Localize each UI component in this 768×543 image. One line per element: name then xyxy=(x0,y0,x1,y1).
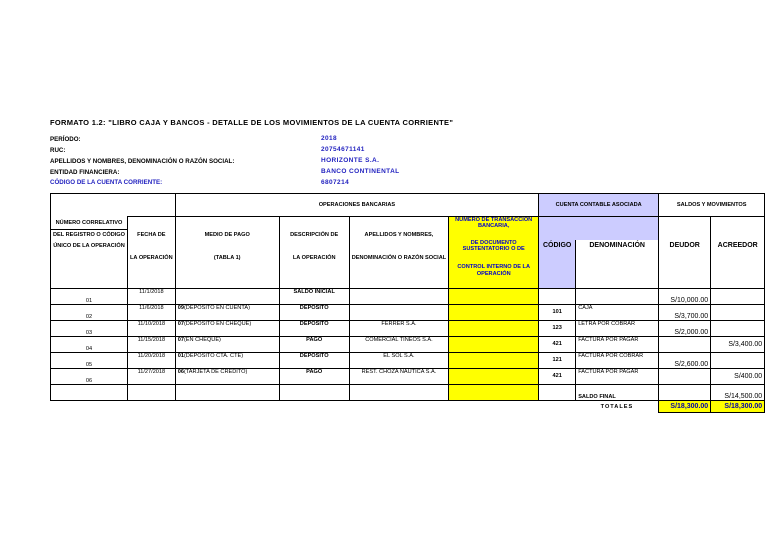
row-deudor: S/2,600.00 xyxy=(659,352,711,368)
num-transaccion-header-1: NÚMERO DE TRANSACCIÓN BANCARIA, xyxy=(449,217,539,240)
totales-acreedor: S/18,300.00 xyxy=(711,400,765,412)
row-denominacion xyxy=(576,288,659,304)
razon-social-value: HORIZONTE S.A. xyxy=(321,157,380,164)
row-fecha: 11/15/2018 xyxy=(128,336,176,352)
row-razon xyxy=(349,288,448,304)
row-denominacion: LETRA POR COBRAR xyxy=(576,320,659,336)
deudor-header: DEUDOR xyxy=(659,240,711,253)
row-acreedor xyxy=(711,288,765,304)
cuenta-corriente-value: 6807214 xyxy=(321,179,350,186)
header-row-6 xyxy=(51,264,765,288)
row-denominacion: FACTURA POR PAGAR xyxy=(576,368,659,384)
row-num: 02 xyxy=(51,304,128,320)
row-fecha: 11/27/2018 xyxy=(128,368,176,384)
row-denominacion: FACTURA POR COBRAR xyxy=(576,352,659,368)
saldo-final-row xyxy=(51,384,765,400)
fecha-header-1: FECHA DE xyxy=(128,230,176,240)
row-acreedor: S/3,400.00 xyxy=(711,336,765,352)
saldo-final-label: SALDO FINAL xyxy=(576,384,659,400)
row-codigo xyxy=(539,288,576,304)
codigo-header: CÓDIGO xyxy=(539,240,576,253)
table-row xyxy=(51,336,765,352)
table-row xyxy=(51,288,765,304)
row-codigo: 421 xyxy=(539,368,576,384)
row-razon: FERRER S.A. xyxy=(349,320,448,336)
header-row-2 xyxy=(51,217,765,230)
del-registro-header: DEL REGISTRO O CÓDIGO xyxy=(51,230,128,240)
row-medio-code: 06 xyxy=(177,368,184,375)
header-row-5 xyxy=(51,252,765,264)
row-descripcion: DEPOSITO xyxy=(279,304,349,320)
row-fecha: 11/20/2018 xyxy=(128,352,176,368)
row-acreedor xyxy=(711,320,765,336)
fecha-header-2: LA OPERACIÓN xyxy=(128,252,176,264)
row-fecha: 11/1/2018 xyxy=(128,288,176,304)
periodo-value: 2018 xyxy=(321,135,338,142)
row-denominacion: CAJA xyxy=(576,304,659,320)
periodo-label: PERÍODO: xyxy=(50,136,81,143)
row-descripcion: DEPOSITO xyxy=(279,320,349,336)
num-transaccion-header-2: DE DOCUMENTO SUSTENTATORIO O DE xyxy=(449,240,539,253)
row-deudor: S/3,700.00 xyxy=(659,304,711,320)
operaciones-header: OPERACIONES BANCARIAS xyxy=(175,194,538,217)
razon-social-label: APELLIDOS Y NOMBRES, DENOMINACIÓN O RAZÓN SOCIAL: xyxy=(50,158,235,165)
row-razon: COMERCIAL TINEOS S.A. xyxy=(349,336,448,352)
row-medio-code: 07 xyxy=(177,320,184,327)
header-row-3 xyxy=(51,230,765,240)
row-descripcion: PAGO xyxy=(279,368,349,384)
row-codigo: 123 xyxy=(539,320,576,336)
row-fecha: 11/6/2018 xyxy=(128,304,176,320)
unico-header: ÚNICO DE LA OPERACIÓN xyxy=(51,240,128,253)
row-deudor: S/2,000.00 xyxy=(659,320,711,336)
medio-pago-header-2: (TABLA 1) xyxy=(175,252,279,264)
row-num: 06 xyxy=(51,368,128,384)
table-row xyxy=(51,368,765,384)
row-acreedor: S/400.00 xyxy=(711,368,765,384)
header-row-4 xyxy=(51,240,765,253)
row-deudor xyxy=(659,368,711,384)
apellidos-header-1: APELLIDOS Y NOMBRES, xyxy=(349,230,448,240)
row-descripcion: DEPOSITO xyxy=(279,352,349,368)
row-medio-text: (TARJETA DE CREDITO) xyxy=(183,368,248,375)
row-descripcion: SALDO INICIAL xyxy=(279,288,349,304)
row-razon: EL SOL S.A. xyxy=(349,352,448,368)
row-deudor: S/10,000.00 xyxy=(659,288,711,304)
num-transaccion-header-3: CONTROL INTERNO DE LA OPERACIÓN xyxy=(449,264,539,288)
row-num: 05 xyxy=(51,352,128,368)
row-num: 03 xyxy=(51,320,128,336)
row-medio-text: (EN CHEQUE) xyxy=(183,336,221,343)
row-medio-code: 07 xyxy=(177,336,184,343)
row-medio-code: 09 xyxy=(177,304,184,311)
row-denominacion: FACTURA POR PAGAR xyxy=(576,336,659,352)
row-medio-text: (DEPOSITO CTA. CTE) xyxy=(183,352,244,359)
entidad-label: ENTIDAD FINANCIERA: xyxy=(50,169,120,176)
row-deudor xyxy=(659,336,711,352)
apellidos-header-2: DENOMINACIÓN O RAZÓN SOCIAL xyxy=(349,252,448,264)
row-codigo: 101 xyxy=(539,304,576,320)
acreedor-header: ACREEDOR xyxy=(711,240,765,253)
cuenta-contable-header: CUENTA CONTABLE ASOCIADA xyxy=(539,194,659,217)
table-row xyxy=(51,352,765,368)
report-title: FORMATO 1.2: "LIBRO CAJA Y BANCOS - DETALLE DE LOS MOVIMIENTOS DE LA CUENTA CORRIENTE" xyxy=(50,118,454,127)
num-correlativo-header: NÚMERO CORRELATIVO xyxy=(51,217,128,230)
denominacion-header: DENOMINACIÓN xyxy=(576,240,659,253)
ledger-table xyxy=(50,193,765,413)
row-num: 04 xyxy=(51,336,128,352)
row-medio-text: (DEPOSITO EN CUENTA) xyxy=(183,304,250,311)
totales-label: TOTALES xyxy=(576,400,659,412)
table-row xyxy=(51,320,765,336)
cuenta-corriente-label: CÓDIGO DE LA CUENTA CORRIENTE: xyxy=(50,179,163,186)
row-codigo: 421 xyxy=(539,336,576,352)
ruc-label: RUC: xyxy=(50,147,66,154)
row-razon xyxy=(349,304,448,320)
saldos-header: SALDOS Y MOVIMIENTOS xyxy=(659,194,765,217)
entidad-value: BANCO CONTINENTAL xyxy=(321,168,400,175)
saldo-final-acreedor: S/14,500.00 xyxy=(711,384,765,400)
row-fecha: 11/10/2018 xyxy=(128,320,176,336)
row-codigo: 121 xyxy=(539,352,576,368)
row-razon: REST. CHOZA NAUTICA S.A. xyxy=(349,368,448,384)
row-acreedor xyxy=(711,304,765,320)
medio-pago-header-1: MEDIO DE PAGO xyxy=(175,230,279,240)
row-descripcion: PAGO xyxy=(279,336,349,352)
row-num: 01 xyxy=(51,288,128,304)
totales-row xyxy=(51,400,765,412)
ruc-value: 20754671141 xyxy=(321,146,365,153)
descripcion-header-2: LA OPERACIÓN xyxy=(279,252,349,264)
descripcion-header-1: DESCRIPCIÓN DE xyxy=(279,230,349,240)
table-row xyxy=(51,304,765,320)
row-acreedor xyxy=(711,352,765,368)
totales-deudor: S/18,300.00 xyxy=(659,400,711,412)
header-row-1 xyxy=(51,194,765,217)
row-medio-code: 01 xyxy=(177,352,184,359)
row-medio-text: (DEPOSITO EN CHEQUE) xyxy=(183,320,252,327)
